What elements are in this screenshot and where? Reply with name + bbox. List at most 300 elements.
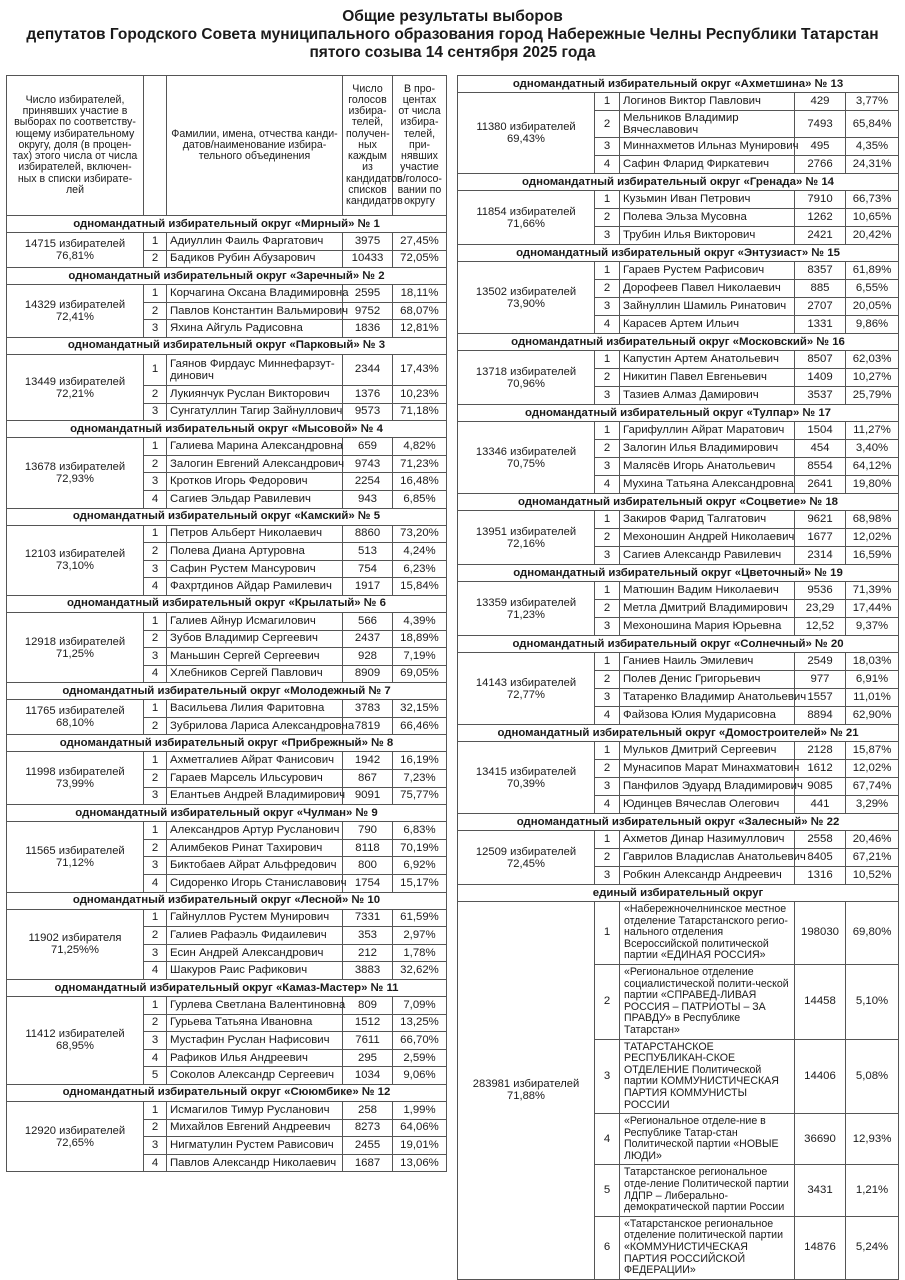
candidate-votes: 8405	[795, 849, 846, 867]
candidate-votes: 8273	[343, 1119, 393, 1137]
candidate-name: Мульков Дмитрий Сергеевич	[620, 742, 795, 760]
candidate-number: 1	[144, 997, 167, 1015]
voters-count: 11380 избирателей	[476, 121, 576, 133]
district-title: одномандатный избирательный округ «Молодежный № 7	[7, 683, 447, 700]
voters-count: 13449 избирателей	[24, 375, 126, 388]
district-header-row	[458, 334, 899, 351]
candidate-percent: 13,06%	[393, 1154, 447, 1172]
candidate-number: 2	[144, 302, 167, 320]
district-header-row	[458, 636, 899, 653]
candidate-name: Кузьмин Иван Петрович	[620, 191, 795, 209]
candidate-number: 1	[144, 438, 167, 456]
candidate-name: Лукиянчук Руслан Викторович	[167, 385, 343, 403]
candidate-percent: 66,46%	[393, 717, 447, 735]
candidate-name: Малясёв Игорь Анатольевич	[620, 458, 795, 476]
party-name: «Региональное отделе-ние в Республике Татар-стан Политической партии «НОВЫЕ ЛЮДИ»	[620, 1114, 795, 1165]
district-voters	[7, 525, 144, 595]
candidate-number: 3	[595, 227, 620, 245]
party-number: 2	[595, 964, 620, 1039]
party-name: «Набережночелнинское местное отделение Татарстанского регио-нального отделения Всероссийской политической партии «ЕДИНАЯ РОССИЯ»	[620, 902, 795, 965]
candidate-number: 2	[144, 927, 167, 945]
candidate-number: 2	[595, 849, 620, 867]
candidate-number: 3	[595, 547, 620, 565]
left-column	[6, 75, 446, 1172]
candidate-votes: 659	[343, 438, 393, 456]
candidate-percent: 10,23%	[393, 385, 447, 403]
candidate-percent: 10,52%	[846, 867, 899, 885]
district-title: одномандатный избирательный округ «Крылатый» № 6	[7, 595, 447, 612]
candidate-name: Сагиев Эльдар Равилевич	[167, 490, 343, 508]
district-title: одномандатный избирательный округ «Московский» № 16	[458, 334, 899, 351]
candidate-votes: 2421	[795, 227, 846, 245]
voters-share: 72,65%	[56, 1136, 94, 1149]
candidate-percent: 75,77%	[393, 787, 447, 805]
candidate-number: 4	[144, 490, 167, 508]
candidate-percent: 68,07%	[393, 302, 447, 320]
candidate-percent: 66,70%	[393, 1032, 447, 1050]
candidate-row	[7, 822, 447, 840]
candidate-number: 2	[595, 280, 620, 298]
candidate-percent: 32,15%	[393, 700, 447, 718]
district-voters	[458, 262, 595, 334]
district-voters	[7, 909, 144, 979]
candidate-name: Яхина Айгуль Радисовна	[167, 320, 343, 338]
party-votes: 14406	[795, 1039, 846, 1114]
district-header-row	[458, 76, 899, 93]
district-header-row	[7, 892, 447, 909]
district-voters	[7, 1101, 144, 1171]
candidate-name: Юдинцев Вячеслав Олегович	[620, 796, 795, 814]
district-voters	[458, 422, 595, 494]
candidate-name: Мехоношин Андрей Николаевич	[620, 529, 795, 547]
candidate-number: 3	[144, 944, 167, 962]
candidate-name: Корчагина Оксана Владимировна	[167, 285, 343, 303]
candidate-number: 1	[144, 700, 167, 718]
candidate-percent: 64,06%	[393, 1119, 447, 1137]
district-title: одномандатный избирательный округ «Энтузиаст» № 15	[458, 245, 899, 262]
title-line-2: депутатов Городского Совета муниципального образования город Набережные Челны Республики Татарстан	[26, 26, 879, 43]
district-header-row	[7, 337, 447, 354]
candidate-name: Ахметгалиев Айрат Фанисович	[167, 752, 343, 770]
candidate-votes: 928	[343, 648, 393, 666]
candidate-number: 1	[144, 612, 167, 630]
candidate-votes: 3975	[343, 233, 393, 251]
candidate-percent: 67,74%	[846, 778, 899, 796]
candidate-number: 2	[595, 440, 620, 458]
candidate-votes: 8507	[795, 351, 846, 369]
voters-share: 71,25%	[56, 647, 94, 660]
candidate-percent: 16,19%	[393, 752, 447, 770]
candidate-votes: 1942	[343, 752, 393, 770]
header-name: Фамилии, имена, отчества канди-датов/наименование избира-тельного объединения	[167, 76, 343, 216]
candidate-votes: 943	[343, 490, 393, 508]
candidate-name: Шакуров Раис Рафикович	[167, 962, 343, 980]
candidate-percent: 19,80%	[846, 476, 899, 494]
district-header-row	[458, 565, 899, 582]
candidate-name: Маньшин Сергей Сергеевич	[167, 648, 343, 666]
party-number: 6	[595, 1216, 620, 1279]
voters-count: 12920 избирателей	[24, 1124, 126, 1137]
candidate-percent: 1,99%	[393, 1101, 447, 1119]
candidate-votes: 566	[343, 612, 393, 630]
candidate-name: Закиров Фарид Талгатович	[620, 511, 795, 529]
candidate-number: 1	[144, 525, 167, 543]
candidate-row	[458, 742, 899, 760]
candidate-row	[7, 612, 447, 630]
district-title: одномандатный избирательный округ «Мирный» № 1	[7, 216, 447, 233]
candidate-votes: 7910	[795, 191, 846, 209]
candidate-percent: 20,42%	[846, 227, 899, 245]
candidate-percent: 10,65%	[846, 209, 899, 227]
candidate-votes: 295	[343, 1049, 393, 1067]
candidate-percent: 61,89%	[846, 262, 899, 280]
candidate-name: Гурлева Светлана Валентиновна	[167, 997, 343, 1015]
candidate-percent: 4,35%	[846, 138, 899, 156]
district-title: одномандатный избирательный округ «Камаз-Мастер» № 11	[7, 980, 447, 997]
unified-title: единый избирательный округ	[458, 885, 899, 902]
candidate-percent: 15,87%	[846, 742, 899, 760]
candidate-percent: 9,86%	[846, 316, 899, 334]
candidate-name: Галиев Айнур Исмагилович	[167, 612, 343, 630]
candidate-votes: 1557	[795, 689, 846, 707]
candidate-row	[458, 191, 899, 209]
candidate-number: 2	[144, 839, 167, 857]
candidate-number: 2	[144, 630, 167, 648]
candidate-percent: 18,89%	[393, 630, 447, 648]
candidate-percent: 19,01%	[393, 1137, 447, 1155]
voters-count: 13678 избирателей	[24, 460, 126, 473]
candidate-number: 4	[144, 1049, 167, 1067]
candidate-percent: 71,23%	[393, 455, 447, 473]
candidate-name: Мунасипов Марат Минахматович	[620, 760, 795, 778]
candidate-name: Гараев Марсель Ильсурович	[167, 770, 343, 788]
candidate-percent: 12,81%	[393, 320, 447, 338]
right-column	[457, 75, 898, 1280]
district-title: одномандатный избирательный округ «Камский» № 5	[7, 508, 447, 525]
candidate-row	[458, 831, 899, 849]
party-number: 4	[595, 1114, 620, 1165]
candidate-number: 3	[595, 138, 620, 156]
candidate-percent: 16,48%	[393, 473, 447, 491]
party-percent: 5,10%	[846, 964, 899, 1039]
candidate-votes: 8894	[795, 707, 846, 725]
candidate-percent: 3,77%	[846, 93, 899, 111]
candidate-number: 2	[144, 770, 167, 788]
candidate-percent: 7,09%	[393, 997, 447, 1015]
candidate-number: 3	[144, 1032, 167, 1050]
candidate-name: Никитин Павел Евгеньевич	[620, 369, 795, 387]
candidate-number: 3	[595, 867, 620, 885]
candidate-row	[458, 511, 899, 529]
candidate-name: Зубов Владимир Сергеевич	[167, 630, 343, 648]
voters-count: 13951 избирателей	[475, 525, 577, 538]
header-percent: В про-центах от числа избира-телей, при-нявших участие в голосо-вании по округу	[393, 76, 447, 216]
candidate-name: Павлов Александр Николаевич	[167, 1154, 343, 1172]
candidate-number: 4	[144, 665, 167, 683]
voters-share: 68,10%	[56, 717, 94, 730]
candidate-name: Мехоношина Мария Юрьевна	[620, 618, 795, 636]
candidate-row	[7, 1101, 447, 1119]
candidate-votes: 7331	[343, 909, 393, 927]
candidate-name: Логинов Виктор Павлович	[620, 93, 795, 111]
candidate-number: 2	[144, 543, 167, 561]
candidate-number: 2	[595, 111, 620, 138]
candidate-name: Биктобаев Айрат Альфредович	[167, 857, 343, 875]
candidate-votes: 2707	[795, 298, 846, 316]
candidate-votes: 8554	[795, 458, 846, 476]
unified-header-row	[458, 885, 899, 902]
candidate-number: 1	[595, 742, 620, 760]
candidate-number: 3	[144, 1137, 167, 1155]
candidate-number: 1	[595, 511, 620, 529]
candidate-percent: 69,05%	[393, 665, 447, 683]
candidate-name: Зубрилова Лариса Александровна	[167, 717, 343, 735]
district-voters	[458, 653, 595, 725]
party-votes: 198030	[795, 902, 846, 965]
candidate-votes: 1687	[343, 1154, 393, 1172]
district-title: одномандатный избирательный округ «Прибрежный» № 8	[7, 735, 447, 752]
voters-count: 11765 избирателей	[25, 705, 125, 718]
candidate-row	[458, 582, 899, 600]
voters-share: 73,10%	[56, 560, 94, 573]
voters-share: 71,25%%	[51, 944, 99, 957]
candidate-percent: 10,27%	[846, 369, 899, 387]
candidate-votes: 353	[343, 927, 393, 945]
voters-share: 72,21%	[56, 387, 94, 400]
candidate-name: Залогин Илья Владимирович	[620, 440, 795, 458]
voters-count: 14143 избирателей	[475, 676, 577, 689]
voters-count: 13359 избирателей	[475, 596, 577, 609]
candidate-votes: 8357	[795, 262, 846, 280]
candidate-name: Миннахметов Ильназ Мунирович	[620, 138, 795, 156]
candidate-percent: 2,97%	[393, 927, 447, 945]
candidate-name: Павлов Константин Вальмирович	[167, 302, 343, 320]
candidate-votes: 1917	[343, 578, 393, 596]
voters-share: 70,39%	[507, 777, 545, 790]
candidate-percent: 15,17%	[393, 875, 447, 893]
candidate-number: 1	[144, 233, 167, 251]
district-title: одномандатный избирательный округ «Тулпар» № 17	[458, 405, 899, 422]
candidate-percent: 1,78%	[393, 944, 447, 962]
results-table-left	[6, 75, 447, 1172]
candidate-percent: 65,84%	[846, 111, 899, 138]
candidate-number: 3	[144, 473, 167, 491]
candidate-votes: 8118	[343, 839, 393, 857]
district-header-row	[458, 245, 899, 262]
district-title: одномандатный избирательный округ «Цветочный» № 19	[458, 565, 899, 582]
party-percent: 69,80%	[846, 902, 899, 965]
party-name: Татарстанское региональное отде-ление Политической партии ЛДПР – Либерально-демократической партии России	[620, 1165, 795, 1216]
candidate-name: Елантьев Андрей Владимирович	[167, 787, 343, 805]
district-header-row	[7, 805, 447, 822]
party-name: ТАТАРСТАНСКОЕ РЕСПУБЛИКАН-СКОЕ ОТДЕЛЕНИЕ Политической партии КОММУНИСТИЧЕСКАЯ ПАРТИЯ КОММУНИСТЫ РОССИИ	[620, 1039, 795, 1114]
candidate-percent: 32,62%	[393, 962, 447, 980]
candidate-votes: 9743	[343, 455, 393, 473]
candidate-number: 3	[144, 648, 167, 666]
candidate-percent: 20,46%	[846, 831, 899, 849]
candidate-votes: 429	[795, 93, 846, 111]
voters-share: 70,75%	[507, 457, 545, 470]
candidate-number: 3	[144, 560, 167, 578]
candidate-number: 1	[144, 1101, 167, 1119]
candidate-name: Алимбеков Ринат Тахирович	[167, 839, 343, 857]
candidate-number: 3	[144, 403, 167, 421]
candidate-percent: 6,85%	[393, 490, 447, 508]
voters-share: 72,93%	[56, 472, 94, 485]
voters-count: 11412 избирателей	[25, 1028, 125, 1041]
district-voters	[458, 831, 595, 885]
candidate-votes: 9573	[343, 403, 393, 421]
candidate-votes: 3783	[343, 700, 393, 718]
party-percent: 1,21%	[846, 1165, 899, 1216]
candidate-percent: 11,27%	[846, 422, 899, 440]
candidate-votes: 977	[795, 671, 846, 689]
candidate-votes: 2437	[343, 630, 393, 648]
candidate-row	[7, 354, 447, 385]
candidate-name: Нигматулин Рустем Рависович	[167, 1137, 343, 1155]
district-title: одномандатный избирательный округ «Парковый» № 3	[7, 337, 447, 354]
candidate-percent: 66,73%	[846, 191, 899, 209]
results-table-right	[457, 75, 899, 1280]
candidate-votes: 1331	[795, 316, 846, 334]
candidate-number: 4	[144, 875, 167, 893]
district-title: одномандатный избирательный округ «Домостроителей» № 21	[458, 725, 899, 742]
party-percent: 12,93%	[846, 1114, 899, 1165]
candidate-name: Соколов Александр Сергеевич	[167, 1067, 343, 1085]
candidate-number: 1	[595, 422, 620, 440]
candidate-votes: 1316	[795, 867, 846, 885]
candidate-votes: 867	[343, 770, 393, 788]
candidate-votes: 1034	[343, 1067, 393, 1085]
candidate-name: Карасев Артем Ильич	[620, 316, 795, 334]
candidate-number: 2	[144, 717, 167, 735]
candidate-number: 3	[595, 778, 620, 796]
candidate-percent: 16,59%	[846, 547, 899, 565]
candidate-percent: 20,05%	[846, 298, 899, 316]
candidate-number: 1	[595, 831, 620, 849]
candidate-votes: 1612	[795, 760, 846, 778]
candidate-name: Сунгатуллин Тагир Зайнуллович	[167, 403, 343, 421]
voters-count: 13415 избирателей	[475, 765, 577, 778]
candidate-name: Бадиков Рубин Абузарович	[167, 250, 343, 268]
candidate-name: Робкин Александр Андреевич	[620, 867, 795, 885]
candidate-name: Тазиев Алмаз Дамирович	[620, 387, 795, 405]
candidate-name: Гарифуллин Айрат Маратович	[620, 422, 795, 440]
candidate-votes: 212	[343, 944, 393, 962]
candidate-row	[7, 233, 447, 251]
party-number: 1	[595, 902, 620, 965]
district-header-row	[458, 814, 899, 831]
district-voters	[7, 997, 144, 1085]
candidate-number: 2	[595, 209, 620, 227]
candidate-name: Гаврилов Владислав Анатольевич	[620, 849, 795, 867]
district-voters	[7, 612, 144, 682]
party-number: 3	[595, 1039, 620, 1114]
voters-count: 12509 избирателей	[475, 845, 577, 858]
candidate-name: Сафин Рустем Мансурович	[167, 560, 343, 578]
candidate-name: Татаренко Владимир Анатольевич	[620, 689, 795, 707]
district-title: одномандатный избирательный округ «Сююмбике» № 12	[7, 1084, 447, 1101]
candidate-votes: 7493	[795, 111, 846, 138]
candidate-percent: 61,59%	[393, 909, 447, 927]
header-number	[144, 76, 167, 216]
candidate-percent: 27,45%	[393, 233, 447, 251]
candidate-number: 1	[595, 582, 620, 600]
voters-count: 12103 избирателей	[24, 548, 126, 561]
candidate-percent: 4,39%	[393, 612, 447, 630]
candidate-name: Александров Артур Русланович	[167, 822, 343, 840]
candidate-percent: 6,91%	[846, 671, 899, 689]
candidate-name: Полева Эльза Мусовна	[620, 209, 795, 227]
candidate-number: 1	[595, 262, 620, 280]
candidate-percent: 67,21%	[846, 849, 899, 867]
unified-voters-share: 71,88%	[507, 1090, 545, 1103]
district-title: одномандатный избирательный округ «Соцветие» № 18	[458, 494, 899, 511]
party-percent: 5,08%	[846, 1039, 899, 1114]
candidate-votes: 2549	[795, 653, 846, 671]
candidate-votes: 8860	[343, 525, 393, 543]
candidate-votes: 10433	[343, 250, 393, 268]
voters-count: 11998 избирателей	[25, 766, 125, 779]
candidate-votes: 2455	[343, 1137, 393, 1155]
party-number: 5	[595, 1165, 620, 1216]
unified-voters-count: 283981 избирателей	[472, 1078, 580, 1091]
voters-count: 13502 избирателей	[475, 285, 577, 298]
candidate-name: Сидоренко Игорь Станиславович	[167, 875, 343, 893]
candidate-votes: 441	[795, 796, 846, 814]
candidate-name: Зайнуллин Шамиль Ринатович	[620, 298, 795, 316]
candidate-votes: 1504	[795, 422, 846, 440]
candidate-percent: 13,25%	[393, 1014, 447, 1032]
unified-voters	[458, 902, 595, 1280]
candidate-percent: 7,23%	[393, 770, 447, 788]
candidate-name: Гурьева Татьяна Ивановна	[167, 1014, 343, 1032]
candidate-name: Полев Денис Григорьевич	[620, 671, 795, 689]
candidate-name: Есин Андрей Александрович	[167, 944, 343, 962]
voters-count: 12918 избирателей	[24, 635, 126, 648]
candidate-number: 2	[144, 250, 167, 268]
candidate-number: 2	[595, 529, 620, 547]
candidate-name: Петров Альберт Николаевич	[167, 525, 343, 543]
candidate-name: Трубин Илья Викторович	[620, 227, 795, 245]
candidate-votes: 2254	[343, 473, 393, 491]
district-title: одномандатный избирательный округ «Заречный» № 2	[7, 268, 447, 285]
voters-count: 13718 избирателей	[475, 365, 577, 378]
candidate-number: 2	[595, 600, 620, 618]
district-voters	[458, 191, 595, 245]
candidate-votes: 1677	[795, 529, 846, 547]
candidate-percent: 6,83%	[393, 822, 447, 840]
title-line-1: Общие результаты выборов	[342, 8, 563, 25]
voters-share: 71,66%	[507, 217, 545, 230]
candidate-name: Мельников Владимир Вячеславович	[620, 111, 795, 138]
candidate-number: 3	[595, 387, 620, 405]
voters-share: 68,95%	[56, 1040, 94, 1053]
candidate-number: 3	[595, 458, 620, 476]
candidate-row	[458, 262, 899, 280]
candidate-name: Сафин Фларид Фиркатевич	[620, 156, 795, 174]
voters-count: 11565 избирателей	[25, 844, 125, 857]
party-votes: 3431	[795, 1165, 846, 1216]
party-votes: 14458	[795, 964, 846, 1039]
candidate-percent: 62,03%	[846, 351, 899, 369]
candidate-percent: 18,11%	[393, 285, 447, 303]
voters-share: 69,43%	[507, 133, 545, 145]
candidate-votes: 2128	[795, 742, 846, 760]
candidate-name: Васильева Лилия Фаритовна	[167, 700, 343, 718]
candidate-number: 4	[144, 1154, 167, 1172]
voters-count: 11854 избирателей	[476, 205, 576, 218]
